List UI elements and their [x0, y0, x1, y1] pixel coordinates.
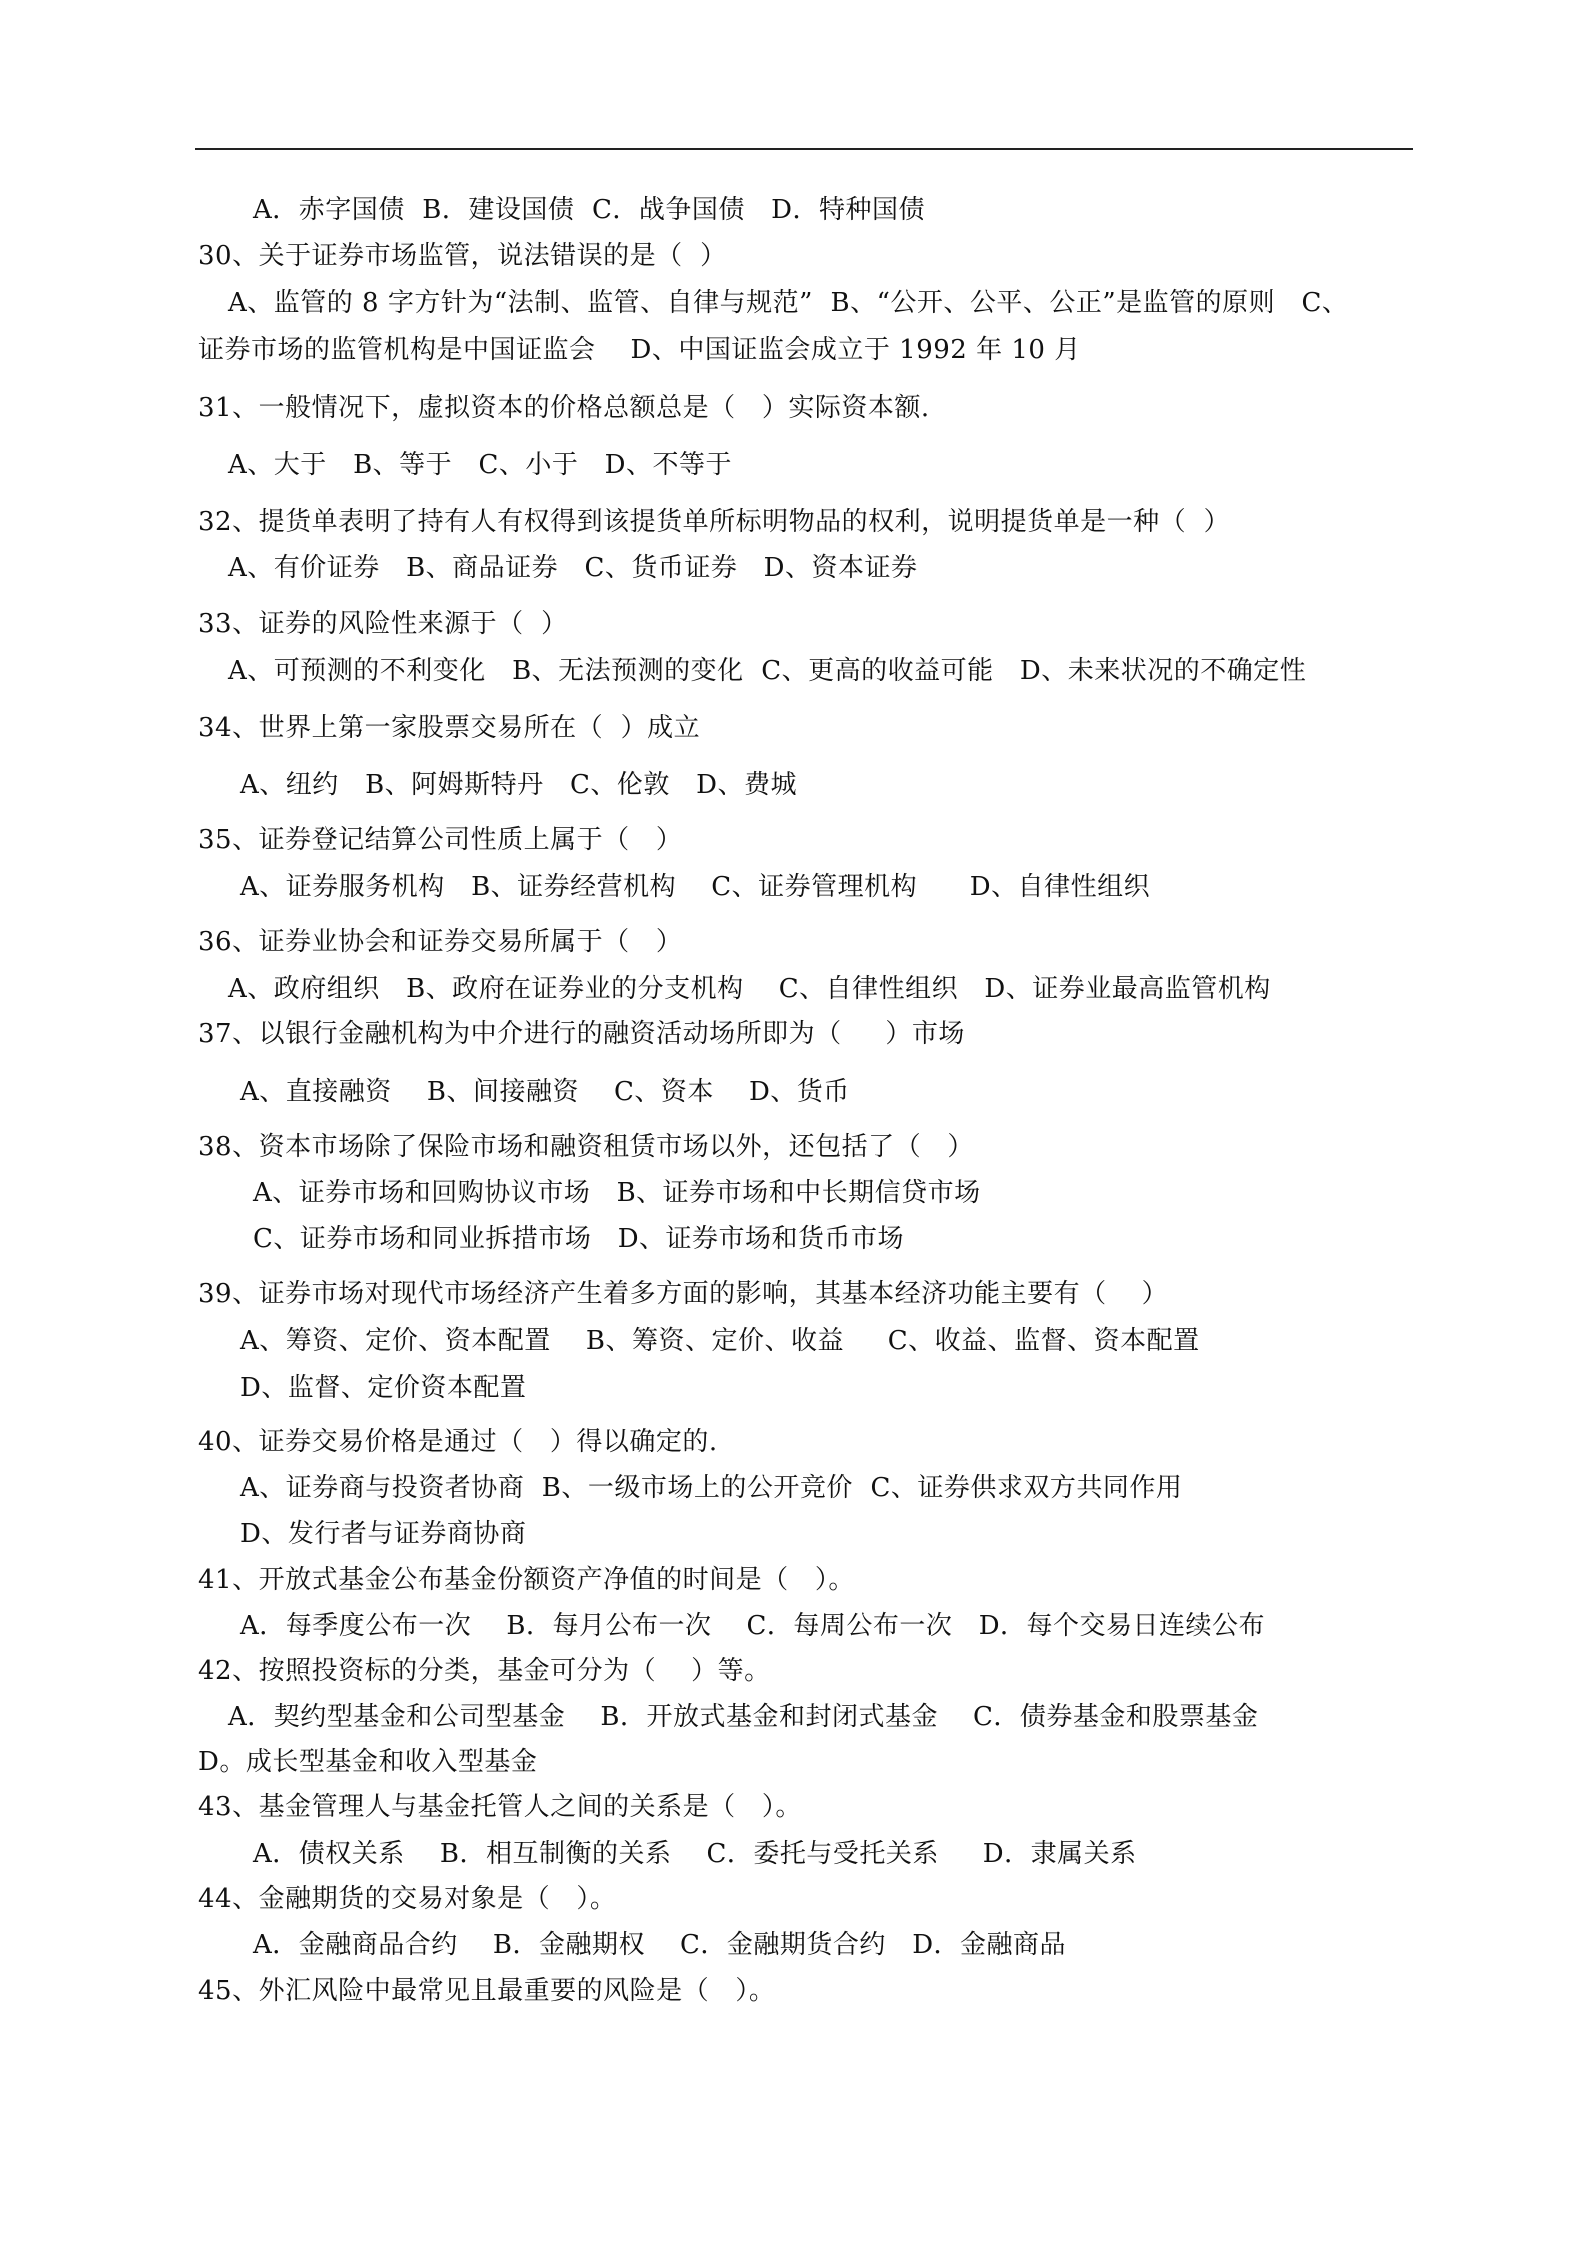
- text-line: A．金融商品合约 B．金融期权 C．金融期货合约 D．金融商品: [253, 1930, 1067, 1960]
- text-line: 39、证券市场对现代市场经济产生着多方面的影响，其基本经济功能主要有（ ）: [198, 1279, 1169, 1309]
- text-line: A．赤字国债 B．建设国债 C．战争国债 D．特种国债: [253, 195, 925, 225]
- text-line: 43、基金管理人与基金托管人之间的关系是（ ）。: [198, 1792, 802, 1822]
- text-line: 40、证券交易价格是通过（ ）得以确定的.: [198, 1427, 718, 1457]
- text-line: D、监督、定价资本配置: [240, 1373, 527, 1403]
- text-line: 30、关于证券市场监管，说法错误的是（ ）: [198, 241, 727, 271]
- text-line: 31、一般情况下，虚拟资本的价格总额总是（ ）实际资本额.: [198, 393, 930, 423]
- text-line: D、发行者与证券商协商: [240, 1519, 527, 1549]
- text-line: 32、提货单表明了持有人有权得到该提货单所标明物品的权利，说明提货单是一种（ ）: [198, 507, 1231, 537]
- text-line: 35、证券登记结算公司性质上属于（ ）: [198, 825, 683, 855]
- text-line: A．每季度公布一次 B．每月公布一次 C．每周公布一次 D．每个交易日连续公布: [240, 1611, 1266, 1641]
- text-line: A、有价证券 B、商品证券 C、货币证券 D、资本证券: [228, 553, 918, 583]
- text-line: 证券市场的监管机构是中国证监会 D、中国证监会成立于 1992 年 10 月: [198, 335, 1081, 365]
- text-line: 33、证券的风险性来源于（ ）: [198, 609, 568, 639]
- text-line: A．债权关系 B．相互制衡的关系 C．委托与受托关系 D．隶属关系: [253, 1839, 1137, 1869]
- text-line: 42、按照投资标的分类，基金可分为（ ）等。: [198, 1656, 771, 1686]
- text-line: 37、以银行金融机构为中介进行的融资活动场所即为（ ）市场: [198, 1019, 965, 1049]
- text-line: A、证券服务机构 B、证券经营机构 C、证券管理机构 D、自律性组织: [240, 872, 1151, 902]
- text-line: A、纽约 B、阿姆斯特丹 C、伦敦 D、费城: [240, 770, 798, 800]
- text-line: A、筹资、定价、资本配置 B、筹资、定价、收益 C、收益、监督、资本配置: [240, 1326, 1200, 1356]
- text-line: 36、证券业协会和证券交易所属于（ ）: [198, 927, 683, 957]
- text-line: 38、资本市场除了保险市场和融资租赁市场以外，还包括了（ ）: [198, 1132, 974, 1162]
- text-line: A、政府组织 B、政府在证券业的分支机构 C、自律性组织 D、证券业最高监管机构: [228, 974, 1271, 1004]
- text-line: D。成长型基金和收入型基金: [198, 1747, 538, 1777]
- text-line: 41、开放式基金公布基金份额资产净值的时间是（ ）。: [198, 1565, 855, 1595]
- text-line: A、证券市场和回购协议市场 B、证券市场和中长期信贷市场: [253, 1178, 981, 1208]
- text-line: 44、金融期货的交易对象是（ ）。: [198, 1884, 617, 1914]
- text-line: C、证券市场和同业拆措市场 D、证券市场和货币市场: [253, 1224, 905, 1254]
- text-line: A、可预测的不利变化 B、无法预测的变化 C、更高的收益可能 D、未来状况的不确定性: [228, 656, 1307, 686]
- text-line: A、大于 B、等于 C、小于 D、不等于: [228, 450, 733, 480]
- text-line: A、直接融资 B、间接融资 C、资本 D、货币: [240, 1077, 850, 1107]
- text-line: 45、外汇风险中最常见且最重要的风险是（ ）。: [198, 1976, 776, 2006]
- text-line: A．契约型基金和公司型基金 B．开放式基金和封闭式基金 C．债券基金和股票基金: [228, 1702, 1259, 1732]
- text-line: A、监管的 8 字方针为“法制、监管、自律与规范” B、“公开、公平、公正”是监管的原则 C、: [228, 288, 1349, 318]
- text-line: 34、世界上第一家股票交易所在（ ）成立: [198, 713, 701, 743]
- header-rule: [195, 148, 1413, 150]
- text-line: A、证券商与投资者协商 B、一级市场上的公开竞价 C、证券供求双方共同作用: [240, 1473, 1183, 1503]
